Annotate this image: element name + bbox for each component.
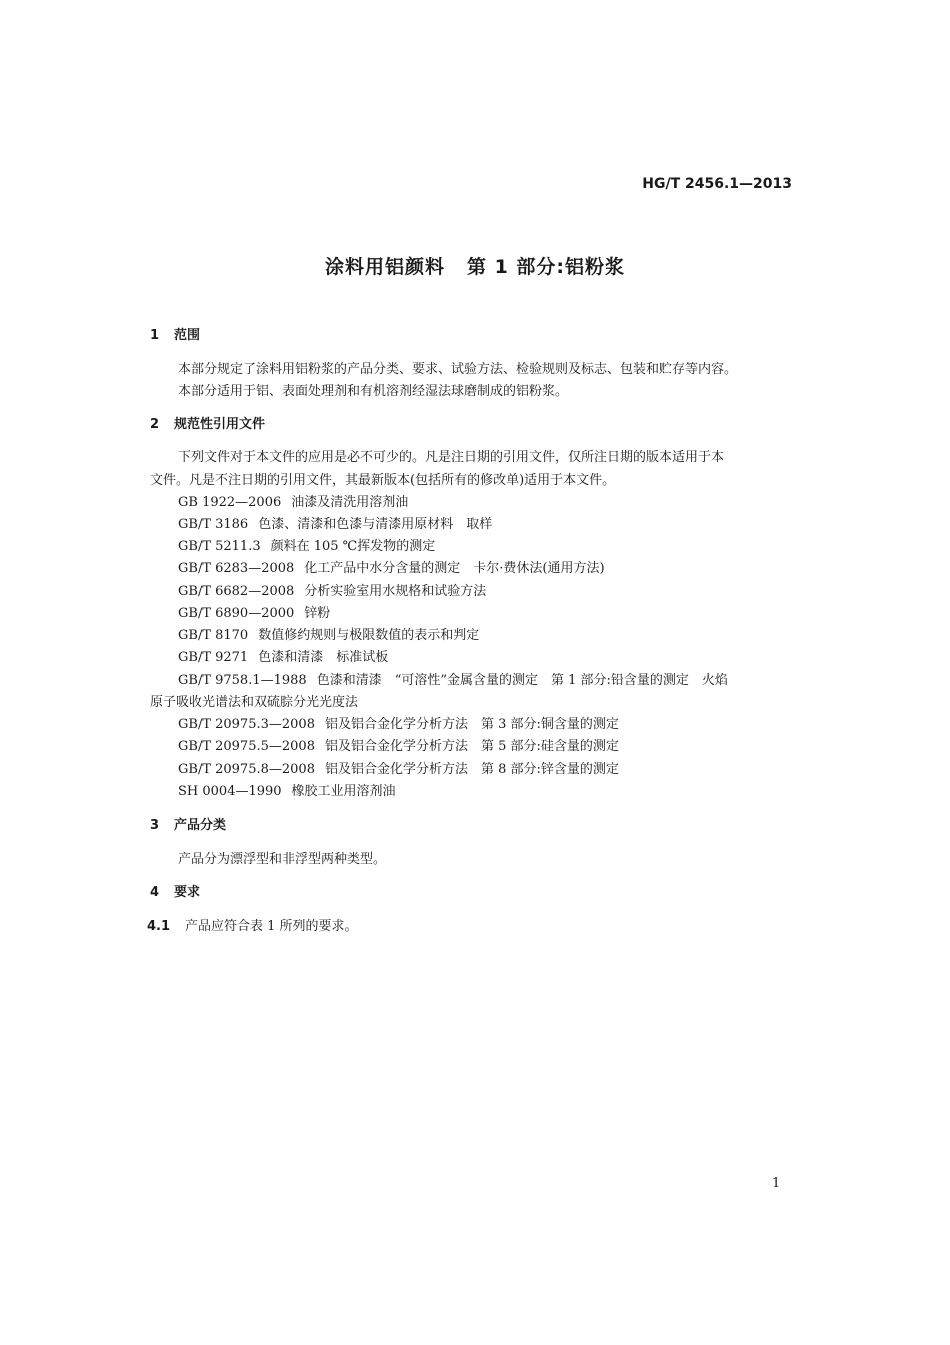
reference-item: GB/T 6890—2000 锌粉 — [178, 606, 331, 621]
subsection-4-1: 4.1 产品应符合表 1 所列的要求。 — [147, 919, 358, 934]
section-1-heading: 1 范围 — [150, 328, 201, 343]
reference-item: GB/T 6682—2008 分析实验室用水规格和试验方法 — [178, 584, 487, 599]
section-2-intro-cont: 文件。凡是不注日期的引用文件，其最新版本(包括所有的修改单)适用于本文件。 — [150, 473, 616, 488]
reference-item: SH 0004—1990 橡胶工业用溶剂油 — [178, 784, 396, 799]
reference-item: GB/T 8170 数值修约规则与极限数值的表示和判定 — [178, 628, 480, 643]
reference-item: GB/T 6283—2008 化工产品中水分含量的测定 卡尔·费休法(通用方法) — [178, 561, 605, 576]
reference-item: GB/T 3186 色漆、清漆和色漆与清漆用原材料 取样 — [178, 517, 493, 532]
title-part: 第 1 部分:铝粉浆 — [466, 256, 626, 278]
reference-item: GB/T 9271 色漆和清漆 标准试板 — [178, 650, 389, 665]
section-1-paragraph: 本部分适用于铝、表面处理剂和有机溶剂经湿法球磨制成的铝粉浆。 — [178, 384, 569, 399]
title-main: 涂料用铝颜料 — [324, 256, 445, 278]
page-title — [0, 252, 950, 279]
section-4-heading: 4 要求 — [150, 885, 201, 900]
section-3-heading: 3 产品分类 — [150, 818, 227, 833]
section-2-heading: 2 规范性引用文件 — [150, 417, 266, 432]
reference-item: GB/T 20975.8—2008 铝及铝合金化学分析方法 第 8 部分:锌含量的测定 — [178, 762, 619, 777]
standard-number: HG/T 2456.1—2013 — [642, 176, 792, 192]
reference-item-cont: 原子吸收光谱法和双硫腙分光光度法 — [150, 695, 359, 710]
section-2-intro: 下列文件对于本文件的应用是必不可少的。凡是注日期的引用文件，仅所注日期的版本适用于本 — [178, 450, 725, 465]
reference-item: GB 1922—2006 油漆及清洗用溶剂油 — [178, 495, 409, 510]
reference-item: GB/T 20975.3—2008 铝及铝合金化学分析方法 第 3 部分:铜含量的测定 — [178, 717, 619, 732]
section-1-paragraph: 本部分规定了涂料用铝粉浆的产品分类、要求、试验方法、检验规则及标志、包装和贮存等内容。 — [178, 362, 738, 377]
reference-item: GB/T 5211.3 颜料在 105 ℃挥发物的测定 — [178, 539, 436, 554]
section-3-paragraph: 产品分为漂浮型和非浮型两种类型。 — [178, 852, 387, 867]
reference-item: GB/T 9758.1—1988 色漆和清漆 “可溶性”金属含量的测定 第 1 部分:铅含量的测定 火焰 — [178, 673, 728, 688]
reference-item: GB/T 20975.5—2008 铝及铝合金化学分析方法 第 5 部分:硅含量的测定 — [178, 739, 619, 754]
page-number: 1 — [772, 1176, 781, 1191]
